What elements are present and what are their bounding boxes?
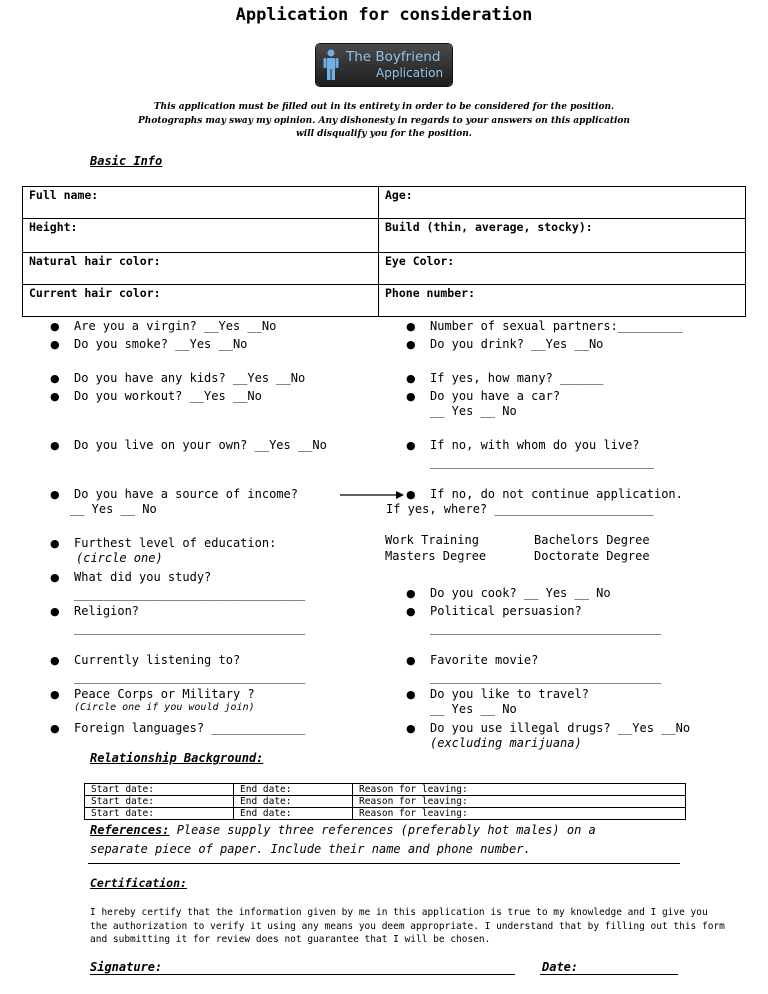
intro-line: This application must be filled out in its entirety in order to be considered for the position. [153,102,615,112]
peace-corps-question[interactable]: Peace Corps or Military ? [74,687,255,701]
bullet-icon: ● [50,537,60,550]
person-icon [322,49,340,81]
start-date-cell[interactable]: Start date: [85,796,234,808]
partners-question[interactable]: Number of sexual partners:_________ [430,319,683,333]
bullet-icon: ● [50,372,60,385]
certification-text: I hereby certify that the information given by me in this application is true to my knowledge and I give you the authorization to verify it using any means you deem appropriate. I understand that by filling out this form and submitting it for review does not guarantee that I will be chosen. [90,907,725,945]
with-whom-blank[interactable]: _______________________________ [430,455,654,469]
religion-blank[interactable]: ________________________________ [74,621,306,635]
travel-question: Do you like to travel? [430,687,589,701]
logo-text-line1: The Boyfriend [346,49,441,65]
bullet-icon: ● [50,571,60,584]
references-label: References: [90,823,170,837]
bullet-icon: ● [406,688,416,701]
bullet-icon: ● [406,390,416,403]
bullet-icon: ● [406,372,416,385]
end-date-cell[interactable]: End date: [234,796,353,808]
intro-line: will disqualify you for the position. [296,129,472,139]
virgin-question[interactable]: Are you a virgin? __Yes __No [74,319,277,333]
bullet-icon: ● [406,439,416,452]
reason-cell[interactable]: Reason for leaving: [353,784,686,796]
car-options[interactable]: __ Yes __ No [430,404,517,418]
table-row [85,796,686,808]
start-date-cell[interactable]: Start date: [85,784,234,796]
peace-corps-note: (Circle one if you would join) [74,702,255,713]
table-row [85,808,686,820]
movie-question: Favorite movie? [430,653,539,667]
bullet-icon: ● [406,722,416,735]
with-whom-question: If no, with whom do you live? [430,438,640,452]
basic-info-heading: Basic Info [90,154,163,168]
bullet-icon: ● [406,587,416,600]
basic-info-table [22,186,746,317]
bullet-icon: ● [50,320,60,333]
start-date-cell[interactable]: Start date: [85,808,234,820]
date-label: Date: [542,960,579,974]
bullet-icon: ● [50,338,60,351]
study-question: What did you study? [74,570,212,584]
education-option-masters[interactable]: Masters Degree [385,549,487,563]
income-options[interactable]: __ Yes __ No [70,502,157,516]
bullet-icon: ● [50,688,60,701]
intro-line: Photographs may sway my opinion. Any dishonesty in regards to your answers on this application [138,115,630,126]
drugs-question[interactable]: Do you use illegal drugs? __Yes __No [430,721,691,735]
languages-question[interactable]: Foreign languages? _____________ [74,721,306,735]
kids-question[interactable]: Do you have any kids? __Yes __No [74,371,306,385]
listening-question: Currently listening to? [74,653,241,667]
drugs-note: (excluding marijuana) [430,736,582,750]
car-question: Do you have a car? [430,389,561,403]
bullet-icon: ● [406,320,416,333]
live-own-question[interactable]: Do you live on your own? __Yes __No [74,438,327,452]
education-question: Furthest level of education: [74,536,277,550]
signature-line[interactable] [90,974,515,975]
income-question: Do you have a source of income? [74,487,298,501]
bullet-icon: ● [50,488,60,501]
bullet-icon: ● [50,654,60,667]
bullet-icon: ● [50,722,60,735]
references-text-line1: Please supply three references (preferably hot males) on a [169,823,596,837]
bullet-icon: ● [406,605,416,618]
divider [88,863,680,864]
bullet-icon: ● [50,439,60,452]
references-text [90,823,596,837]
listening-blank[interactable]: ________________________________ [74,670,306,684]
cook-question[interactable]: Do you cook? __ Yes __ No [430,586,611,600]
workout-question[interactable]: Do you workout? __Yes __No [74,389,262,403]
natural-hair-color-field[interactable]: Natural hair color: [23,253,379,285]
travel-options[interactable]: __ Yes __ No [430,702,517,716]
reason-cell[interactable]: Reason for leaving: [353,796,686,808]
logo-text-line2: Application [376,66,444,80]
current-hair-color-field[interactable]: Current hair color: [23,285,379,317]
study-blank[interactable]: ________________________________ [74,587,306,601]
education-option-bachelors[interactable]: Bachelors Degree [534,533,650,547]
education-option-doctorate[interactable]: Doctorate Degree [534,549,650,563]
bullet-icon: ● [50,390,60,403]
end-date-cell[interactable]: End date: [234,808,353,820]
reason-cell[interactable]: Reason for leaving: [353,808,686,820]
movie-blank[interactable]: ________________________________ [430,670,662,684]
build-field[interactable]: Build (thin, average, stocky): [379,219,746,253]
phone-number-field[interactable]: Phone number: [379,285,746,317]
how-many-question[interactable]: If yes, how many? ______ [430,371,604,385]
date-line[interactable] [540,974,678,975]
education-note: (circle one) [76,551,163,565]
certification-heading: Certification: [90,876,187,890]
drink-question[interactable]: Do you drink? __Yes __No [430,337,604,351]
education-option-work-training[interactable]: Work Training [385,533,479,547]
arrow-right-icon [340,488,404,502]
religion-question: Religion? [74,604,140,618]
age-field[interactable]: Age: [379,187,746,219]
smoke-question[interactable]: Do you smoke? __Yes __No [74,337,248,351]
political-question: Political persuasion? [430,604,582,618]
if-yes-where-field[interactable]: If yes, where? ______________________ [386,502,654,516]
full-name-field[interactable]: Full name: [23,187,379,219]
political-blank[interactable]: ________________________________ [430,621,662,635]
bullet-icon: ● [406,338,416,351]
bullet-icon: ● [406,488,416,501]
intro-text [0,101,768,142]
end-date-cell[interactable]: End date: [234,784,353,796]
signature-label: Signature: [90,960,163,974]
boyfriend-application-logo [316,44,452,86]
page-title: Application for consideration [235,5,533,25]
table-row [85,784,686,796]
relationship-heading: Relationship Background: [90,751,264,765]
relationship-table [84,783,686,820]
bullet-icon: ● [406,654,416,667]
height-field[interactable]: Height: [23,219,379,253]
bullet-icon: ● [50,605,60,618]
eye-color-field[interactable]: Eye Color: [379,253,746,285]
references-text-line2: separate piece of paper. Include their name and phone number. [90,842,531,856]
no-continue-note: If no, do not continue application. [430,487,683,501]
